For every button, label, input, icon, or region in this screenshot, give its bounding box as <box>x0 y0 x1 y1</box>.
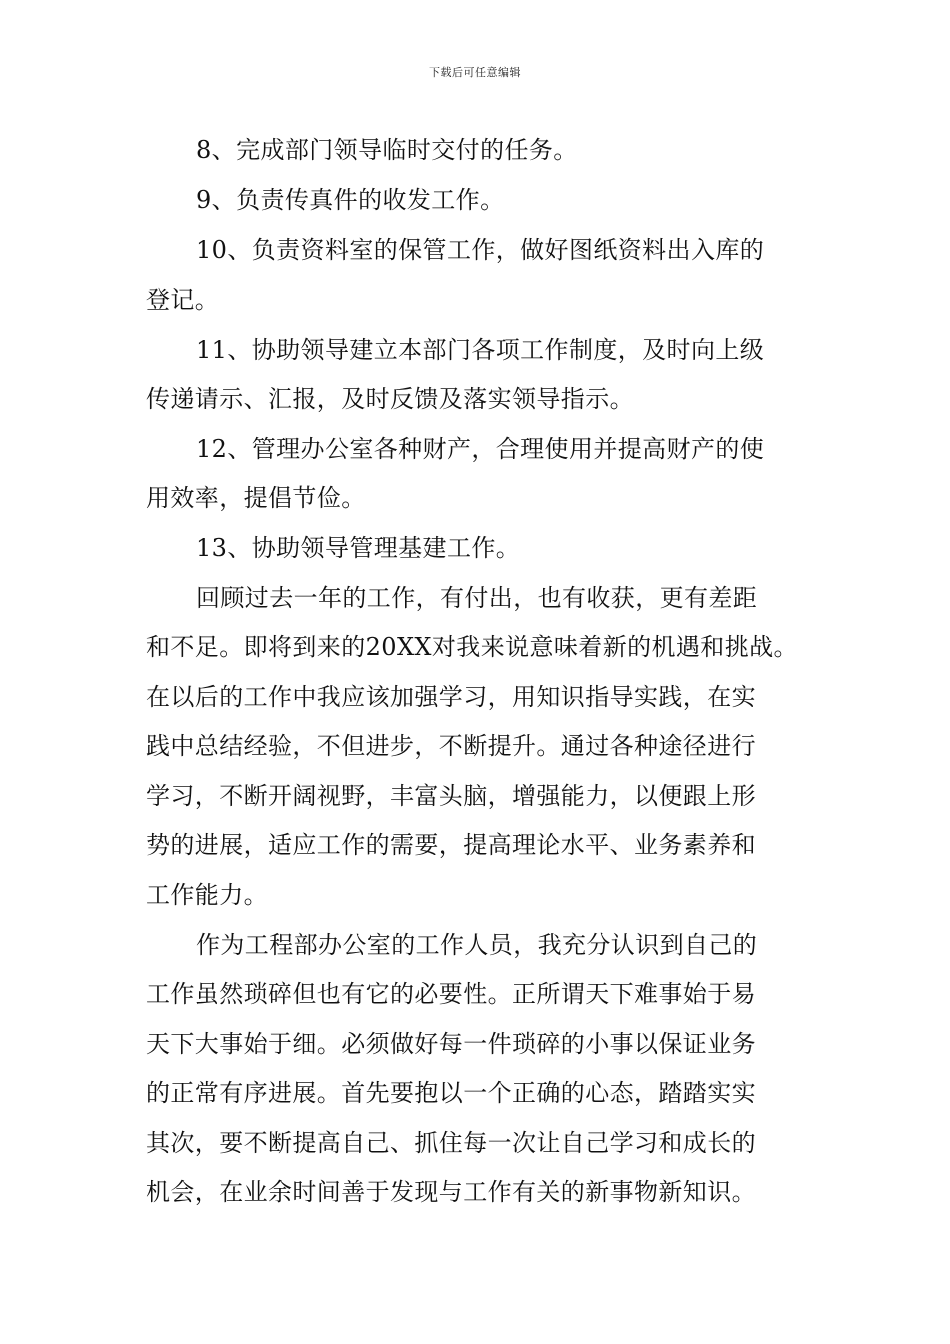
list-item-10-line-2: 登记。 <box>146 286 220 314</box>
list-item-9: 9、负责传真件的收发工作。 <box>196 186 505 214</box>
paragraph-role-line-2: 工作虽然琐碎但也有它的必要性。正所谓天下难事始于易 <box>146 980 756 1008</box>
list-item-12-line-1: 12、管理办公室各种财产，合理使用并提高财产的使 <box>196 435 765 463</box>
paragraph-role-line-5: 其次，要不断提高自己、抓住每一次让自己学习和成长的 <box>146 1129 756 1157</box>
list-item-11-line-1: 11、协助领导建立本部门各项工作制度，及时向上级 <box>196 336 765 364</box>
list-item-13: 13、协助领导管理基建工作。 <box>196 534 521 562</box>
paragraph-review-line-6: 势的进展，适应工作的需要，提高理论水平、业务素养和 <box>146 831 756 859</box>
page-header: 下载后可任意编辑 <box>429 66 521 79</box>
paragraph-review-line-7: 工作能力。 <box>146 881 268 909</box>
paragraph-role-line-1: 作为工程部办公室的工作人员，我充分认识到自己的 <box>196 931 758 959</box>
paragraph-review-line-4: 践中总结经验，不但进步，不断提升。通过各种途径进行 <box>146 732 756 760</box>
paragraph-review-line-1: 回顾过去一年的工作，有付出，也有收获，更有差距 <box>196 584 758 612</box>
paragraph-review-line-3: 在以后的工作中我应该加强学习，用知识指导实践，在实 <box>146 683 756 711</box>
list-item-10-line-1: 10、负责资料室的保管工作，做好图纸资料出入库的 <box>196 236 765 264</box>
paragraph-role-line-4: 的正常有序进展。首先要抱以一个正确的心态，踏踏实实 <box>146 1079 756 1107</box>
paragraph-role-line-3: 天下大事始于细。必须做好每一件琐碎的小事以保证业务 <box>146 1030 756 1058</box>
paragraph-review-line-2: 和不足。即将到来的20XX对我来说意味着新的机遇和挑战。 <box>146 633 798 661</box>
paragraph-review-line-5: 学习，不断开阔视野，丰富头脑，增强能力，以便跟上形 <box>146 782 756 810</box>
list-item-11-line-2: 传递请示、汇报，及时反馈及落实领导指示。 <box>146 385 634 413</box>
list-item-12-line-2: 用效率，提倡节俭。 <box>146 484 366 512</box>
paragraph-role-line-6: 机会，在业余时间善于发现与工作有关的新事物新知识。 <box>146 1178 756 1206</box>
list-item-8: 8、完成部门领导临时交付的任务。 <box>196 136 578 164</box>
